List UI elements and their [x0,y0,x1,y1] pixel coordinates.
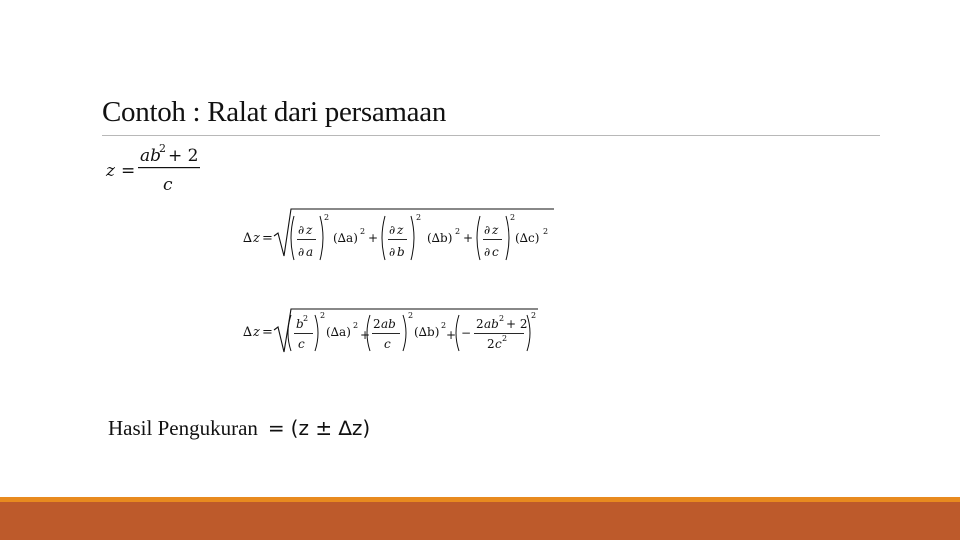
svg-text:2: 2 [476,317,484,331]
svg-text:∂: ∂ [298,245,305,259]
svg-text:2: 2 [159,142,166,155]
svg-text:+ 2: + 2 [168,146,199,166]
svg-text:∆: ∆ [243,231,253,246]
footer-band [0,502,960,540]
svg-text:2: 2 [487,337,495,351]
svg-text:∂: ∂ [484,223,491,237]
propagation-applied-formula [243,309,538,352]
svg-text:b: b [296,317,304,331]
svg-text:2: 2 [353,321,359,330]
svg-text:z: z [306,223,313,237]
svg-text:ab: ab [381,317,396,331]
result-equals-sign: = [267,416,285,440]
svg-text:2: 2 [373,317,381,331]
result-label: Hasil Pengukuran [108,416,258,440]
svg-text:z: z [106,161,115,181]
svg-text:∂: ∂ [389,223,396,237]
svg-text:c: c [298,337,305,351]
svg-text:+ 2: + 2 [506,317,528,331]
svg-text:2: 2 [502,334,508,343]
svg-text:+: + [360,328,371,342]
svg-text:+: + [463,231,474,245]
svg-text:(∆b): (∆b) [414,325,440,339]
svg-text:+: + [446,328,457,342]
svg-text:c: c [492,245,499,259]
svg-text:=: = [121,161,136,181]
svg-text:∂: ∂ [389,245,396,259]
svg-text:+: + [368,231,379,245]
slide-title: Contoh : Ralat dari persamaan [102,96,447,128]
svg-text:z: z [397,223,404,237]
svg-text:∂: ∂ [484,245,491,259]
svg-text:2: 2 [303,314,309,323]
svg-text:c: c [495,337,502,351]
svg-text:2: 2 [441,321,447,330]
svg-text:z: z [253,325,260,340]
svg-text:(∆c): (∆c) [515,231,540,245]
svg-text:2: 2 [531,311,537,320]
svg-text:=: = [262,325,273,340]
svg-text:c: c [384,337,391,351]
svg-text:z: z [253,231,260,246]
svg-text:2: 2 [416,213,422,222]
equation-z [105,142,200,195]
propagation-general-formula [243,209,554,260]
svg-text:2: 2 [320,311,326,320]
svg-text:2: 2 [499,314,505,323]
svg-text:2: 2 [543,227,549,236]
svg-text:(∆a): (∆a) [333,231,358,245]
svg-text:a: a [306,245,314,259]
svg-text:2: 2 [455,227,461,236]
svg-text:(∆b): (∆b) [427,231,453,245]
svg-text:2: 2 [324,213,330,222]
svg-text:2: 2 [510,213,516,222]
result-expression: (z ± ∆z) [290,416,371,440]
svg-text:∂: ∂ [298,223,305,237]
measurement-result [108,416,370,441]
svg-text:(∆a): (∆a) [326,325,351,339]
svg-text:z: z [492,223,499,237]
svg-text:b: b [397,245,405,259]
svg-text:=: = [262,231,273,246]
svg-text:−: − [461,326,472,340]
svg-text:ab: ab [484,317,499,331]
svg-text:c: c [163,175,173,195]
svg-text:2: 2 [360,227,366,236]
svg-text:∆: ∆ [243,325,253,340]
svg-text:2: 2 [408,311,414,320]
svg-text:ab: ab [140,146,162,166]
